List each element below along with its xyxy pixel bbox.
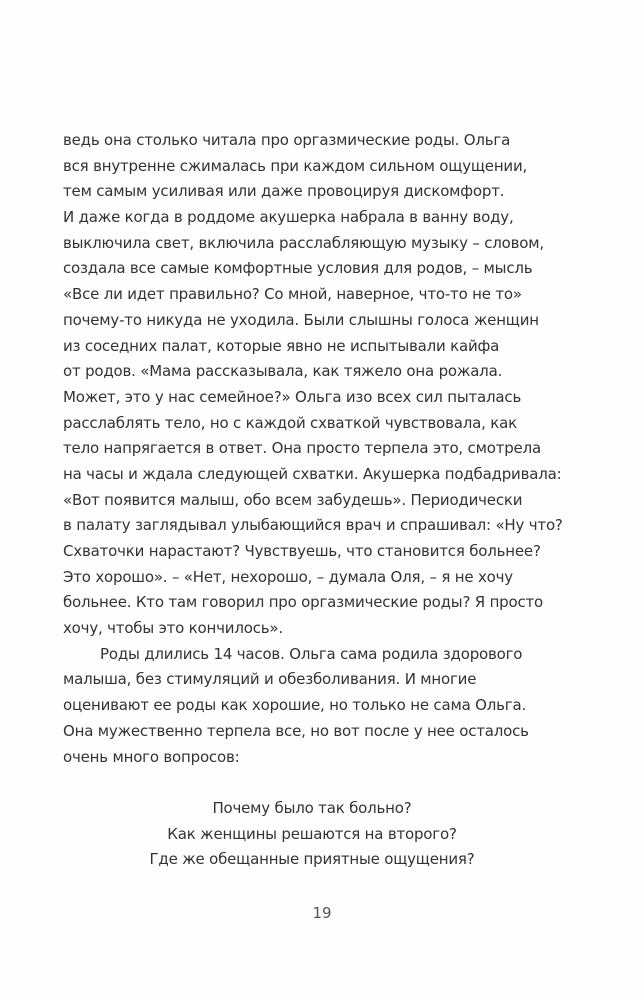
- text-line: расслаблять тело, но с каждой схваткой чувствовала, как: [63, 413, 517, 432]
- text-line: создала все самые комфортные условия для родов, – мысль: [63, 259, 533, 278]
- page-number: 19: [312, 904, 332, 922]
- text-line: из соседних палат, которые явно не испытывали кайфа: [63, 336, 500, 355]
- text-line: «Вот появится малыш, обо всем забудешь». Периодически: [63, 490, 523, 509]
- text-line: от родов. «Мама рассказывала, как тяжело она рожала.: [63, 362, 503, 381]
- text-line: очень много вопросов:: [63, 747, 240, 766]
- text-line: тем самым усиливая или даже провоцируя дискомфорт.: [63, 182, 505, 201]
- text-line: «Все ли идет правильно? Со мной, наверное, что-то не то»: [63, 285, 522, 304]
- text-line: выключила свет, включила расслабляющую музыку – словом,: [63, 233, 544, 252]
- question-line: Почему было так больно?: [212, 799, 412, 817]
- question-list: [0, 796, 644, 873]
- text-line: вся внутренне сжималась при каждом сильном ощущении,: [63, 156, 528, 175]
- text-line: в палату заглядывал улыбающийся врач и спрашивал: «Ну что?: [63, 516, 563, 535]
- text-line: тело напрягается в ответ. Она просто терпела это, смотрела: [63, 439, 541, 458]
- question-line: Где же обещанные приятные ощущения?: [149, 850, 475, 869]
- text-line: малыша, без стимуляций и обезболивания. И многие: [63, 670, 477, 689]
- body-text: [63, 128, 603, 770]
- question-line: Как женщины решаются на второго?: [167, 824, 457, 843]
- text-line: Схваточки нарастают? Чувствуешь, что становится больнее?: [63, 542, 541, 560]
- text-line: ведь она столько читала про оргазмические роды. Ольга: [63, 131, 511, 149]
- text-line: Роды длились 14 часов. Ольга сама родила здорового: [100, 644, 523, 663]
- text-line: Может, это у нас семейное?» Ольга изо всех сил пыталась: [63, 387, 522, 406]
- text-line: Она мужественно терпела все, но вот после у нее осталось: [63, 721, 529, 740]
- text-line: И даже когда в роддоме акушерка набрала в ванну воду,: [63, 208, 514, 227]
- text-line: почему-то никуда не уходила. Были слышны голоса женщин: [63, 310, 539, 329]
- text-line: оценивают ее роды как хорошие, но только не сама Ольга.: [63, 696, 527, 715]
- text-line: на часы и ждала следующей схватки. Акушерка подбадривала:: [63, 464, 562, 483]
- text-line: хочу, чтобы это кончилось».: [63, 619, 283, 638]
- text-line: Это хорошо». – «Нет, нехорошо, – думала Оля, – я не хочу: [63, 567, 513, 586]
- text-line: больнее. Кто там говорил про оргазмические роды? Я просто: [63, 593, 544, 612]
